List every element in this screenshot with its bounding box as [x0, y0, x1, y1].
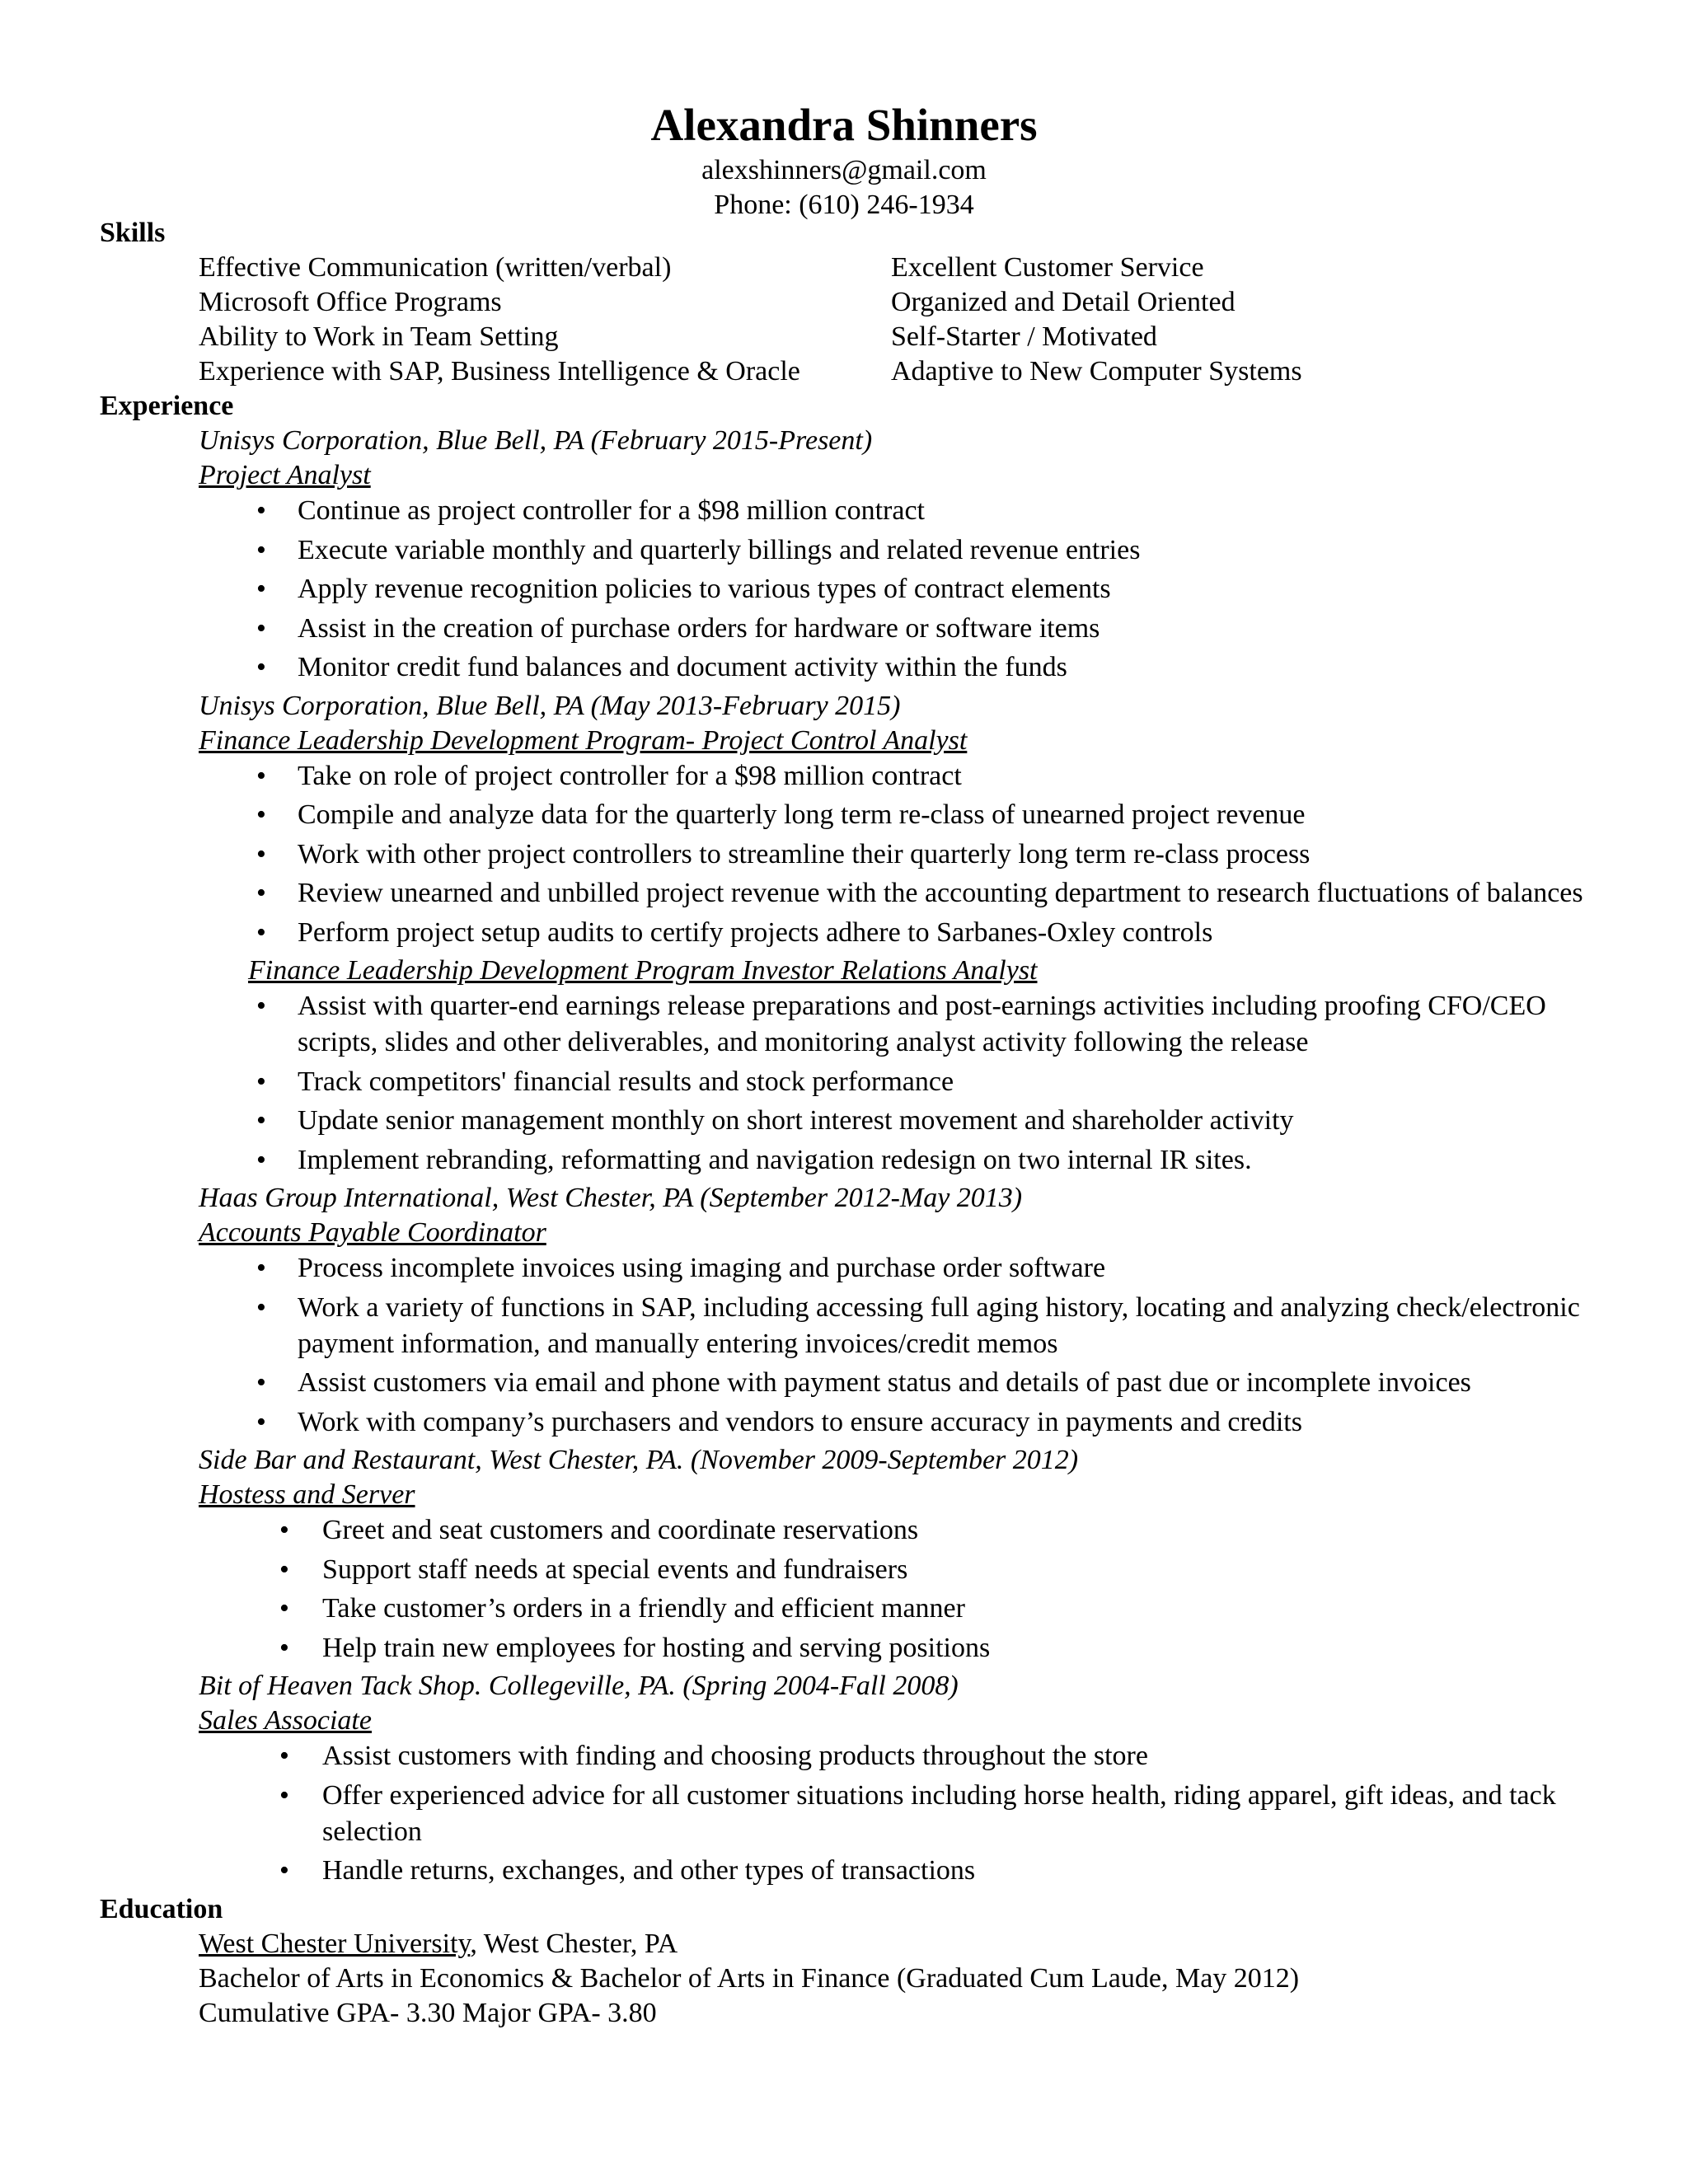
job-bullet-list — [100, 1738, 1608, 1889]
list-item: • Update senior management monthly on short interest movement and shareholder activity — [100, 1103, 1608, 1139]
skill-item: Effective Communication (written/verbal) — [199, 252, 672, 283]
phone-number: Phone: (610) 246-1934 — [714, 190, 974, 220]
job-bullet-list — [100, 988, 1608, 1179]
skill-item: Excellent Customer Service — [891, 252, 1204, 283]
education-gpa: Cumulative GPA- 3.30 Major GPA- 3.80 — [199, 1997, 657, 2028]
job-title: Project Analyst — [199, 460, 371, 490]
education-heading: Education — [100, 1893, 223, 1924]
school-location: , West Chester, PA — [470, 1928, 678, 1959]
job-company: Bit of Heaven Tack Shop. Collegeville, PA. (Spring 2004-Fall 2008) — [199, 1671, 959, 1701]
list-item: • Greet and seat customers and coordinate reservations — [100, 1512, 1608, 1549]
job-title: Sales Associate — [199, 1705, 372, 1736]
job-company: Side Bar and Restaurant, West Chester, PA. (November 2009-September 2012) — [199, 1445, 1079, 1475]
skill-item: Microsoft Office Programs — [199, 287, 502, 317]
email-address: alexshinners@gmail.com — [701, 155, 987, 185]
list-item: • Continue as project controller for a $98 million contract — [100, 493, 1608, 529]
list-item: • Take on role of project controller for a $98 million contract — [100, 758, 1608, 794]
list-item: • Assist with quarter-end earnings release preparations and post-earnings activities including proofing CFO/CEO scripts, slides and other deliverables, and monitoring analyst activity following the release — [100, 988, 1608, 1061]
list-item: • Review unearned and unbilled project revenue with the accounting department to research fluctuations of balances — [100, 875, 1608, 912]
skill-item: Ability to Work in Team Setting — [199, 321, 559, 352]
list-item: • Apply revenue recognition policies to various types of contract elements — [100, 571, 1608, 607]
list-item: • Monitor credit fund balances and document activity within the funds — [100, 649, 1608, 686]
skill-item: Organized and Detail Oriented — [891, 287, 1236, 317]
list-item: • Process incomplete invoices using imaging and purchase order software — [100, 1250, 1608, 1286]
list-item: • Support staff needs at special events and fundraisers — [100, 1552, 1608, 1588]
education-degree: Bachelor of Arts in Economics & Bachelor of Arts in Finance (Graduated Cum Laude, May 2012) — [199, 1962, 1300, 1994]
list-item: • Assist in the creation of purchase orders for hardware or software items — [100, 611, 1608, 647]
job-bullet-list — [100, 758, 1608, 951]
list-item: • Implement rebranding, reformatting and navigation redesign on two internal IR sites. — [100, 1142, 1608, 1179]
job-company: Unisys Corporation, Blue Bell, PA (May 2013-February 2015) — [199, 690, 901, 721]
list-item: • Assist customers with finding and choosing products throughout the store — [100, 1738, 1608, 1774]
list-item: • Help train new employees for hosting and serving positions — [100, 1630, 1608, 1666]
skills-grid — [199, 251, 1608, 389]
list-item: • Work with company’s purchasers and vendors to ensure accuracy in payments and credits — [100, 1404, 1608, 1441]
list-item: • Track competitors' financial results and stock performance — [100, 1064, 1608, 1100]
job-bullet-list — [100, 1250, 1608, 1441]
job-title: Hostess and Server — [199, 1479, 415, 1510]
skill-item: Self-Starter / Motivated — [891, 321, 1157, 352]
list-item: • Work with other project controllers to streamline their quarterly long term re-class process — [100, 837, 1608, 873]
list-item: • Offer experienced advice for all customer situations including horse health, riding apparel, gift ideas, and tack selection — [100, 1778, 1608, 1850]
job-bullet-list — [100, 1512, 1608, 1666]
job-title: Finance Leadership Development Program- Project Control Analyst — [199, 724, 968, 756]
list-item: • Handle returns, exchanges, and other types of transactions — [100, 1853, 1608, 1889]
school-name: West Chester University — [199, 1928, 471, 1959]
list-item: • Perform project setup audits to certify projects adhere to Sarbanes-Oxley controls — [100, 915, 1608, 951]
candidate-name: Alexandra Shinners — [650, 100, 1038, 150]
job-title: Finance Leadership Development Program Investor Relations Analyst — [248, 955, 1038, 986]
resume-body — [100, 216, 1608, 2031]
job-title: Accounts Payable Coordinator — [199, 1217, 546, 1248]
job-bullet-list — [100, 493, 1608, 686]
list-item: • Assist customers via email and phone with payment status and details of past due or incomplete invoices — [100, 1365, 1608, 1401]
resume-header — [0, 97, 1688, 223]
list-item: • Work a variety of functions in SAP, including accessing full aging history, locating and analyzing check/electronic payment information, and manually entering invoices/credit memos — [100, 1290, 1608, 1362]
skills-heading: Skills — [100, 218, 166, 248]
experience-heading: Experience — [100, 391, 234, 421]
job-company: Unisys Corporation, Blue Bell, PA (February 2015-Present) — [199, 425, 873, 456]
list-item: • Take customer’s orders in a friendly and efficient manner — [100, 1591, 1608, 1627]
skill-item: Experience with SAP, Business Intelligence & Oracle — [199, 356, 800, 387]
job-company: Haas Group International, West Chester, PA (September 2012-May 2013) — [199, 1183, 1023, 1213]
skill-item: Adaptive to New Computer Systems — [891, 356, 1302, 387]
list-item: • Execute variable monthly and quarterly billings and related revenue entries — [100, 532, 1608, 569]
education-school-line — [199, 1927, 1608, 1961]
list-item: • Compile and analyze data for the quarterly long term re-class of unearned project revenue — [100, 797, 1608, 833]
